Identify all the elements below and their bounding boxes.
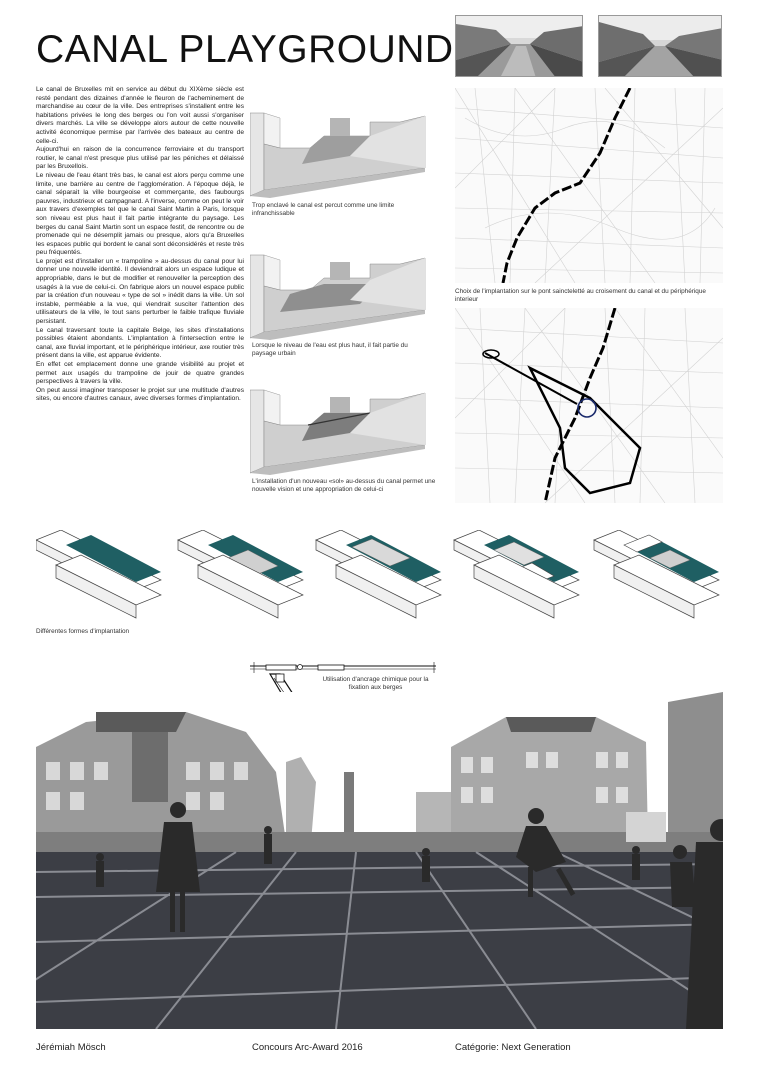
intro-text (36, 86, 244, 404)
canal-photo-2 (598, 15, 722, 77)
intro-paragraph: Le projet est d'installer un « trampoline » au-dessus du canal pour lui donner une nouvelle identité. Il deviendrait alors un espace ludique et appropriable, dans le but de modifier et renouveller la perception des usagés à la vue de celui-ci. On fabrique alors un nouvel espace public par la création d'un nouveau « type de sol » inédit dans la ville. Un sol instable, perméable a la vue, qui viendrait susciter l'attention des utilisateurs de la ville, le tout sans perturber le faible trafique fluviale persistant. (36, 257, 244, 326)
intro-paragraph: Le niveau de l'eau étant très bas, le canal est alors perçu comme une limite, une barrière au centre de l'agglomération. A l'époque déjà, le canal séparait la ville bourgeoise et commerçante, des faubourgs pauvres, industrieux et campagnard. A l'inverse, comme on peut le voir aux travers d'exemples tel que le canal Saint Martin à Paris, lorsque son niveau est plus haut il fait partie intégrante du paysage. Les berges du canal Saint Martin sont un espace festif, de rencontre ou de promenade qui ne désemplit jamais ou presque, alors qu'a Bruxelles les espaces public qui bordent le canal sont déconsidérés et reste très peu fréquentés. (36, 171, 244, 257)
implantation-caption: Différentes formes d'implantation (36, 628, 130, 635)
implantation-variant-1 (36, 530, 161, 618)
anchor-caption: Utilisation d'ancrage chimique pour la fixation aux berges (322, 676, 429, 692)
intro-paragraph: On peut aussi imaginer transposer le projet sur une multitude d'autres sites, ou encore d'autres canaux, avec diverses formes d'implantation. (36, 386, 244, 403)
section-caption-3: L'installation d'un nouveau «sol» au-dessus du canal permet une nouvelle vision et une appropriation de celui-ci (252, 478, 436, 494)
intro-paragraph: Le canal de Bruxelles mit en service au début du XIXème siècle est resté pendant des dizaines d'année le fleuron de l'acheminement de marchandise au cœur de la ville. Des entreprises s'installent entre les habitations privées le long des berges ou l'on voit aussi s'organiser divers marchés. La ville se développe alors autour de cette nouvelle activité économique permise par l'arrivée des bateaux au centre de celle-ci. (36, 86, 244, 145)
footer-contest: Concours Arc-Award 2016 (252, 1042, 363, 1053)
section-caption-1: Trop enclavé le canal est percut comme une limite infranchissable (252, 202, 395, 218)
canal-photo-1 (455, 15, 583, 77)
map-caption: Choix de l'implantation sur le pont saincteletté au croisement du canal et du périphérique interieur (455, 288, 706, 304)
implantation-variant-4 (454, 530, 579, 618)
implantation-diagrams (36, 530, 726, 625)
implantation-variant-3 (316, 530, 441, 618)
implantation-variant-2 (178, 530, 303, 618)
footer-category: Catégorie: Next Generation (455, 1042, 571, 1053)
intro-paragraph: Le canal traversant toute la capitale Belge, les sites d'installations possibles étaient abondants. L'implantation à l'intersection entre le canal, axe fluvial important, et le périphérique intérieur, axe routier très présent dans la ville, est apparue évidente. (36, 326, 244, 360)
intro-paragraph: En effet cet emplacement donne une grande visibilité au projet et permet aux usagés du trampoline de jouir de quatre grandes perspectives à travers la ville. (36, 361, 244, 386)
footer-author: Jérémiah Mösch (36, 1042, 106, 1053)
page-title: CANAL PLAYGROUND (36, 28, 454, 71)
city-map-intersection (455, 308, 723, 503)
city-map-canal (455, 88, 723, 283)
section-drawing-1 (250, 108, 440, 198)
section-caption-2: Lorsque le niveau de l'eau est plus haut, il fait partie du paysage urbain (252, 342, 408, 358)
section-drawing-3 (250, 385, 440, 475)
implantation-variant-5 (594, 530, 719, 618)
canal-perspective-image (36, 692, 723, 1029)
section-drawing-2 (250, 250, 440, 340)
intro-paragraph: Aujourd'hui en raison de la concurrence ferroviaire et du transport routier, le canal n'est presque plus utilisé par les péniches et délaissé par les Bruxellois. (36, 146, 244, 171)
